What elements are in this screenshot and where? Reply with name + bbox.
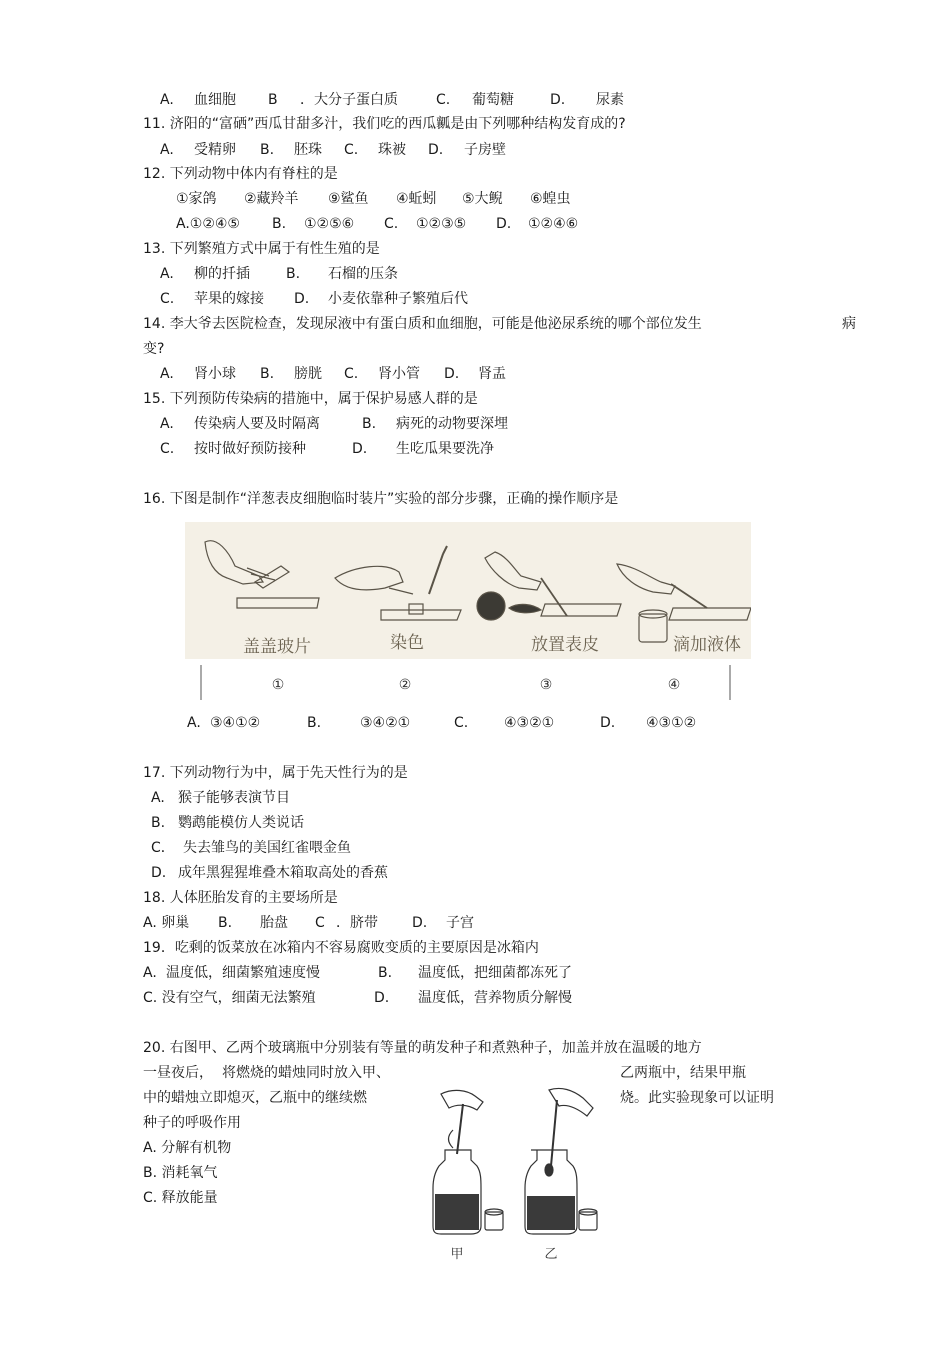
q16-option-c-text: ④③②① bbox=[504, 715, 555, 731]
q10-option-c-text: 葡萄糖 bbox=[472, 92, 514, 108]
q15-stem: 15. 下列预防传染病的措施中，属于保护易感人群的是 bbox=[143, 391, 478, 407]
q14-option-a-text: 肾小球 bbox=[194, 366, 236, 382]
q13-option-c-letter: C. bbox=[160, 291, 175, 307]
q10-option-c-letter: C. bbox=[436, 92, 451, 108]
q17-option-b-letter: B. bbox=[151, 815, 166, 831]
q15-option-c-text: 按时做好预防接种 bbox=[194, 441, 306, 457]
figure-step-number: ① bbox=[271, 677, 285, 693]
q16-option-a-letter: A. bbox=[187, 715, 201, 731]
q13-option-d-text: 小麦依靠种子繁殖后代 bbox=[328, 291, 468, 307]
q14-stem: 14. 李大爷去医院检查，发现尿液中有蛋白质和血细胞，可能是他泌尿系统的哪个部位发生 bbox=[143, 316, 702, 332]
q10-option-a-text: 血细胞 bbox=[194, 92, 236, 108]
q15-option-a-letter: A. bbox=[160, 416, 174, 432]
figure-label-placing-peel: 放置表皮 bbox=[531, 635, 599, 655]
q11-stem: 11. 济阳的“富硒”西瓜甘甜多汁，我们吃的西瓜瓤是由下列哪种结构发育成的? bbox=[143, 116, 626, 132]
q17-option-c-letter: C． bbox=[151, 840, 175, 856]
q11-option-c-text: 珠被 bbox=[378, 142, 406, 158]
q16-option-b-text: ③④②① bbox=[360, 715, 411, 731]
q12-item: ④蚯蚓 bbox=[396, 191, 437, 207]
q15-option-a-text: 传染病人要及时隔离 bbox=[194, 416, 320, 432]
q18-option-d-text: 子宫 bbox=[446, 915, 474, 931]
q12-option-b-letter: B. bbox=[272, 216, 287, 232]
q20-option-c: C. 释放能量 bbox=[143, 1190, 218, 1206]
q13-option-c-text: 苹果的嫁接 bbox=[194, 291, 264, 307]
q12-option-c-letter: C. bbox=[384, 216, 399, 232]
q16-option-d-text: ④③①② bbox=[646, 715, 697, 731]
q12-stem: 12. 下列动物中体内有脊柱的是 bbox=[143, 166, 338, 182]
q11-option-b-letter: B. bbox=[260, 142, 275, 158]
q17-option-d-text: 成年黑猩猩堆叠木箱取高处的香蕉 bbox=[178, 865, 388, 881]
q11-option-a-text: 受精卵 bbox=[194, 142, 236, 158]
q16-option-c-letter: C. bbox=[454, 715, 469, 731]
figure-label-staining: 染色 bbox=[390, 633, 424, 653]
q11-option-d-text: 子房壁 bbox=[464, 142, 506, 158]
jar-label-jia: 甲 bbox=[450, 1247, 464, 1262]
q20-option-b: B. 消耗氧气 bbox=[143, 1165, 218, 1181]
q20-stem-line4: 种子的呼吸作用 bbox=[143, 1115, 241, 1131]
q12-item: ⑥蝗虫 bbox=[530, 191, 571, 207]
q19-option-c: C. 没有空气，细菌无法繁殖 bbox=[143, 990, 316, 1006]
q10-option-d-text: 尿素 bbox=[596, 92, 624, 108]
q13-option-d-letter: D. bbox=[294, 291, 310, 307]
figure-step-number: ④ bbox=[667, 677, 681, 693]
q12-option-a: A.①②④⑤ bbox=[176, 216, 240, 232]
q17-option-b-text: 鹦鹉能模仿人类说话 bbox=[178, 815, 304, 831]
q12-item: ②藏羚羊 bbox=[244, 191, 299, 207]
q10-option-b-text: ．大分子蛋白质 bbox=[300, 92, 398, 108]
q17-option-c-text: 失去雏鸟的美国红雀喂金鱼 bbox=[183, 840, 351, 856]
q14-stem-end: 病 bbox=[842, 316, 856, 332]
q17-option-a-letter: A. bbox=[151, 790, 165, 806]
q18-option-a: A. 卵巢 bbox=[143, 915, 190, 931]
q14-stem-continued: 变? bbox=[143, 341, 165, 357]
q18-stem: 18. 人体胚胎发育的主要场所是 bbox=[143, 890, 338, 906]
q19-option-d-text: 温度低，营养物质分解慢 bbox=[418, 990, 572, 1006]
figure-step-number: ② bbox=[398, 677, 412, 693]
q14-option-c-text: 肾小管 bbox=[378, 366, 420, 382]
q14-option-a-letter: A. bbox=[160, 366, 174, 382]
q18-option-c-text: ．脐带 bbox=[336, 915, 378, 931]
q12-option-d-letter: D. bbox=[496, 216, 512, 232]
q16-option-a-text: ③④①② bbox=[210, 715, 261, 731]
q12-item: ⑨鲨鱼 bbox=[328, 191, 369, 207]
q14-option-d-text: 肾盂 bbox=[478, 366, 506, 382]
q15-option-b-text: 病死的动物要深埋 bbox=[396, 416, 508, 432]
q17-option-d-letter: D. bbox=[151, 865, 167, 881]
q11-option-b-text: 胚珠 bbox=[294, 142, 322, 158]
q10-option-a-letter: A. bbox=[160, 92, 174, 108]
q15-option-d-letter: D. bbox=[352, 441, 368, 457]
q13-option-b-letter: B. bbox=[286, 266, 301, 282]
q13-option-a-letter: A. bbox=[160, 266, 174, 282]
q10-option-b-letter: B bbox=[268, 92, 278, 108]
q13-stem: 13. 下列繁殖方式中属于有性生殖的是 bbox=[143, 241, 380, 257]
jar-label-yi: 乙 bbox=[544, 1247, 558, 1262]
q12-item: ①家鸽 bbox=[176, 191, 217, 207]
q17-stem: 17. 下列动物行为中，属于先天性行为的是 bbox=[143, 765, 408, 781]
q19-option-a-text: 温度低，细菌繁殖速度慢 bbox=[166, 965, 320, 981]
q11-option-a-letter: A. bbox=[160, 142, 174, 158]
q12-option-d-text: ①②④⑥ bbox=[528, 216, 579, 232]
figure-label-cover-slip: 盖盖玻片 bbox=[243, 637, 311, 657]
q11-option-c-letter: C. bbox=[344, 142, 359, 158]
figure-label-adding-liquid: 滴加液体 bbox=[673, 635, 741, 655]
q18-option-c-letter: C bbox=[315, 915, 325, 931]
q19-option-a-letter: A. bbox=[143, 965, 157, 981]
q16-option-d-letter: D. bbox=[600, 715, 616, 731]
q15-option-d-text: 生吃瓜果要洗净 bbox=[396, 441, 494, 457]
seed-jars-figure bbox=[427, 1084, 603, 1266]
q20-stem-line3a: 中的蜡烛立即熄灭，乙瓶中的继续燃 bbox=[143, 1090, 367, 1106]
q19-option-b-text: 温度低，把细菌都冻死了 bbox=[418, 965, 572, 981]
q20-stem-line2b: 将燃烧的蜡烛同时放入甲、 bbox=[222, 1065, 390, 1081]
q20-stem-line2c: 乙两瓶中，结果甲瓶 bbox=[620, 1065, 746, 1081]
q11-option-d-letter: D. bbox=[428, 142, 444, 158]
q20-stem-line2a: 一昼夜后， bbox=[143, 1065, 213, 1081]
q20-stem-line1: 20. 右图甲、乙两个玻璃瓶中分别装有等量的萌发种子和煮熟种子，加盖并放在温暖的地方 bbox=[143, 1040, 702, 1056]
q14-option-b-text: 膀胱 bbox=[294, 366, 322, 382]
q13-option-b-text: 石榴的压条 bbox=[328, 266, 398, 282]
q17-option-a-text: 猴子能够表演节目 bbox=[178, 790, 290, 806]
q16-stem: 16. 下图是制作“洋葱表皮细胞临时装片”实验的部分步骤，正确的操作顺序是 bbox=[143, 491, 619, 507]
q19-option-d-letter: D. bbox=[374, 990, 390, 1006]
q14-option-d-letter: D. bbox=[444, 366, 460, 382]
q14-option-c-letter: C. bbox=[344, 366, 359, 382]
q10-option-d-letter: D. bbox=[550, 92, 566, 108]
q20-stem-line3b: 烧。此实验现象可以证明 bbox=[620, 1090, 774, 1106]
q15-option-b-letter: B. bbox=[362, 416, 377, 432]
q19-option-b-letter: B. bbox=[378, 965, 393, 981]
q19-stem: 19．吃剩的饭菜放在冰箱内不容易腐败变质的主要原因是冰箱内 bbox=[143, 940, 539, 956]
q14-option-b-letter: B. bbox=[260, 366, 275, 382]
q12-option-b-text: ①②⑤⑥ bbox=[304, 216, 355, 232]
onion-slide-steps-figure bbox=[185, 522, 751, 700]
q13-option-a-text: 柳的扦插 bbox=[194, 266, 250, 282]
figure-step-number: ③ bbox=[539, 677, 553, 693]
q15-option-c-letter: C. bbox=[160, 441, 175, 457]
q16-option-b-letter: B. bbox=[307, 715, 322, 731]
q18-option-b-letter: B. bbox=[218, 915, 233, 931]
q20-option-a: A. 分解有机物 bbox=[143, 1140, 232, 1156]
q18-option-b-text: 胎盘 bbox=[260, 915, 288, 931]
q18-option-d-letter: D. bbox=[412, 915, 428, 931]
q12-item: ⑤大鲵 bbox=[462, 191, 503, 207]
q12-option-c-text: ①②③⑤ bbox=[416, 216, 467, 232]
